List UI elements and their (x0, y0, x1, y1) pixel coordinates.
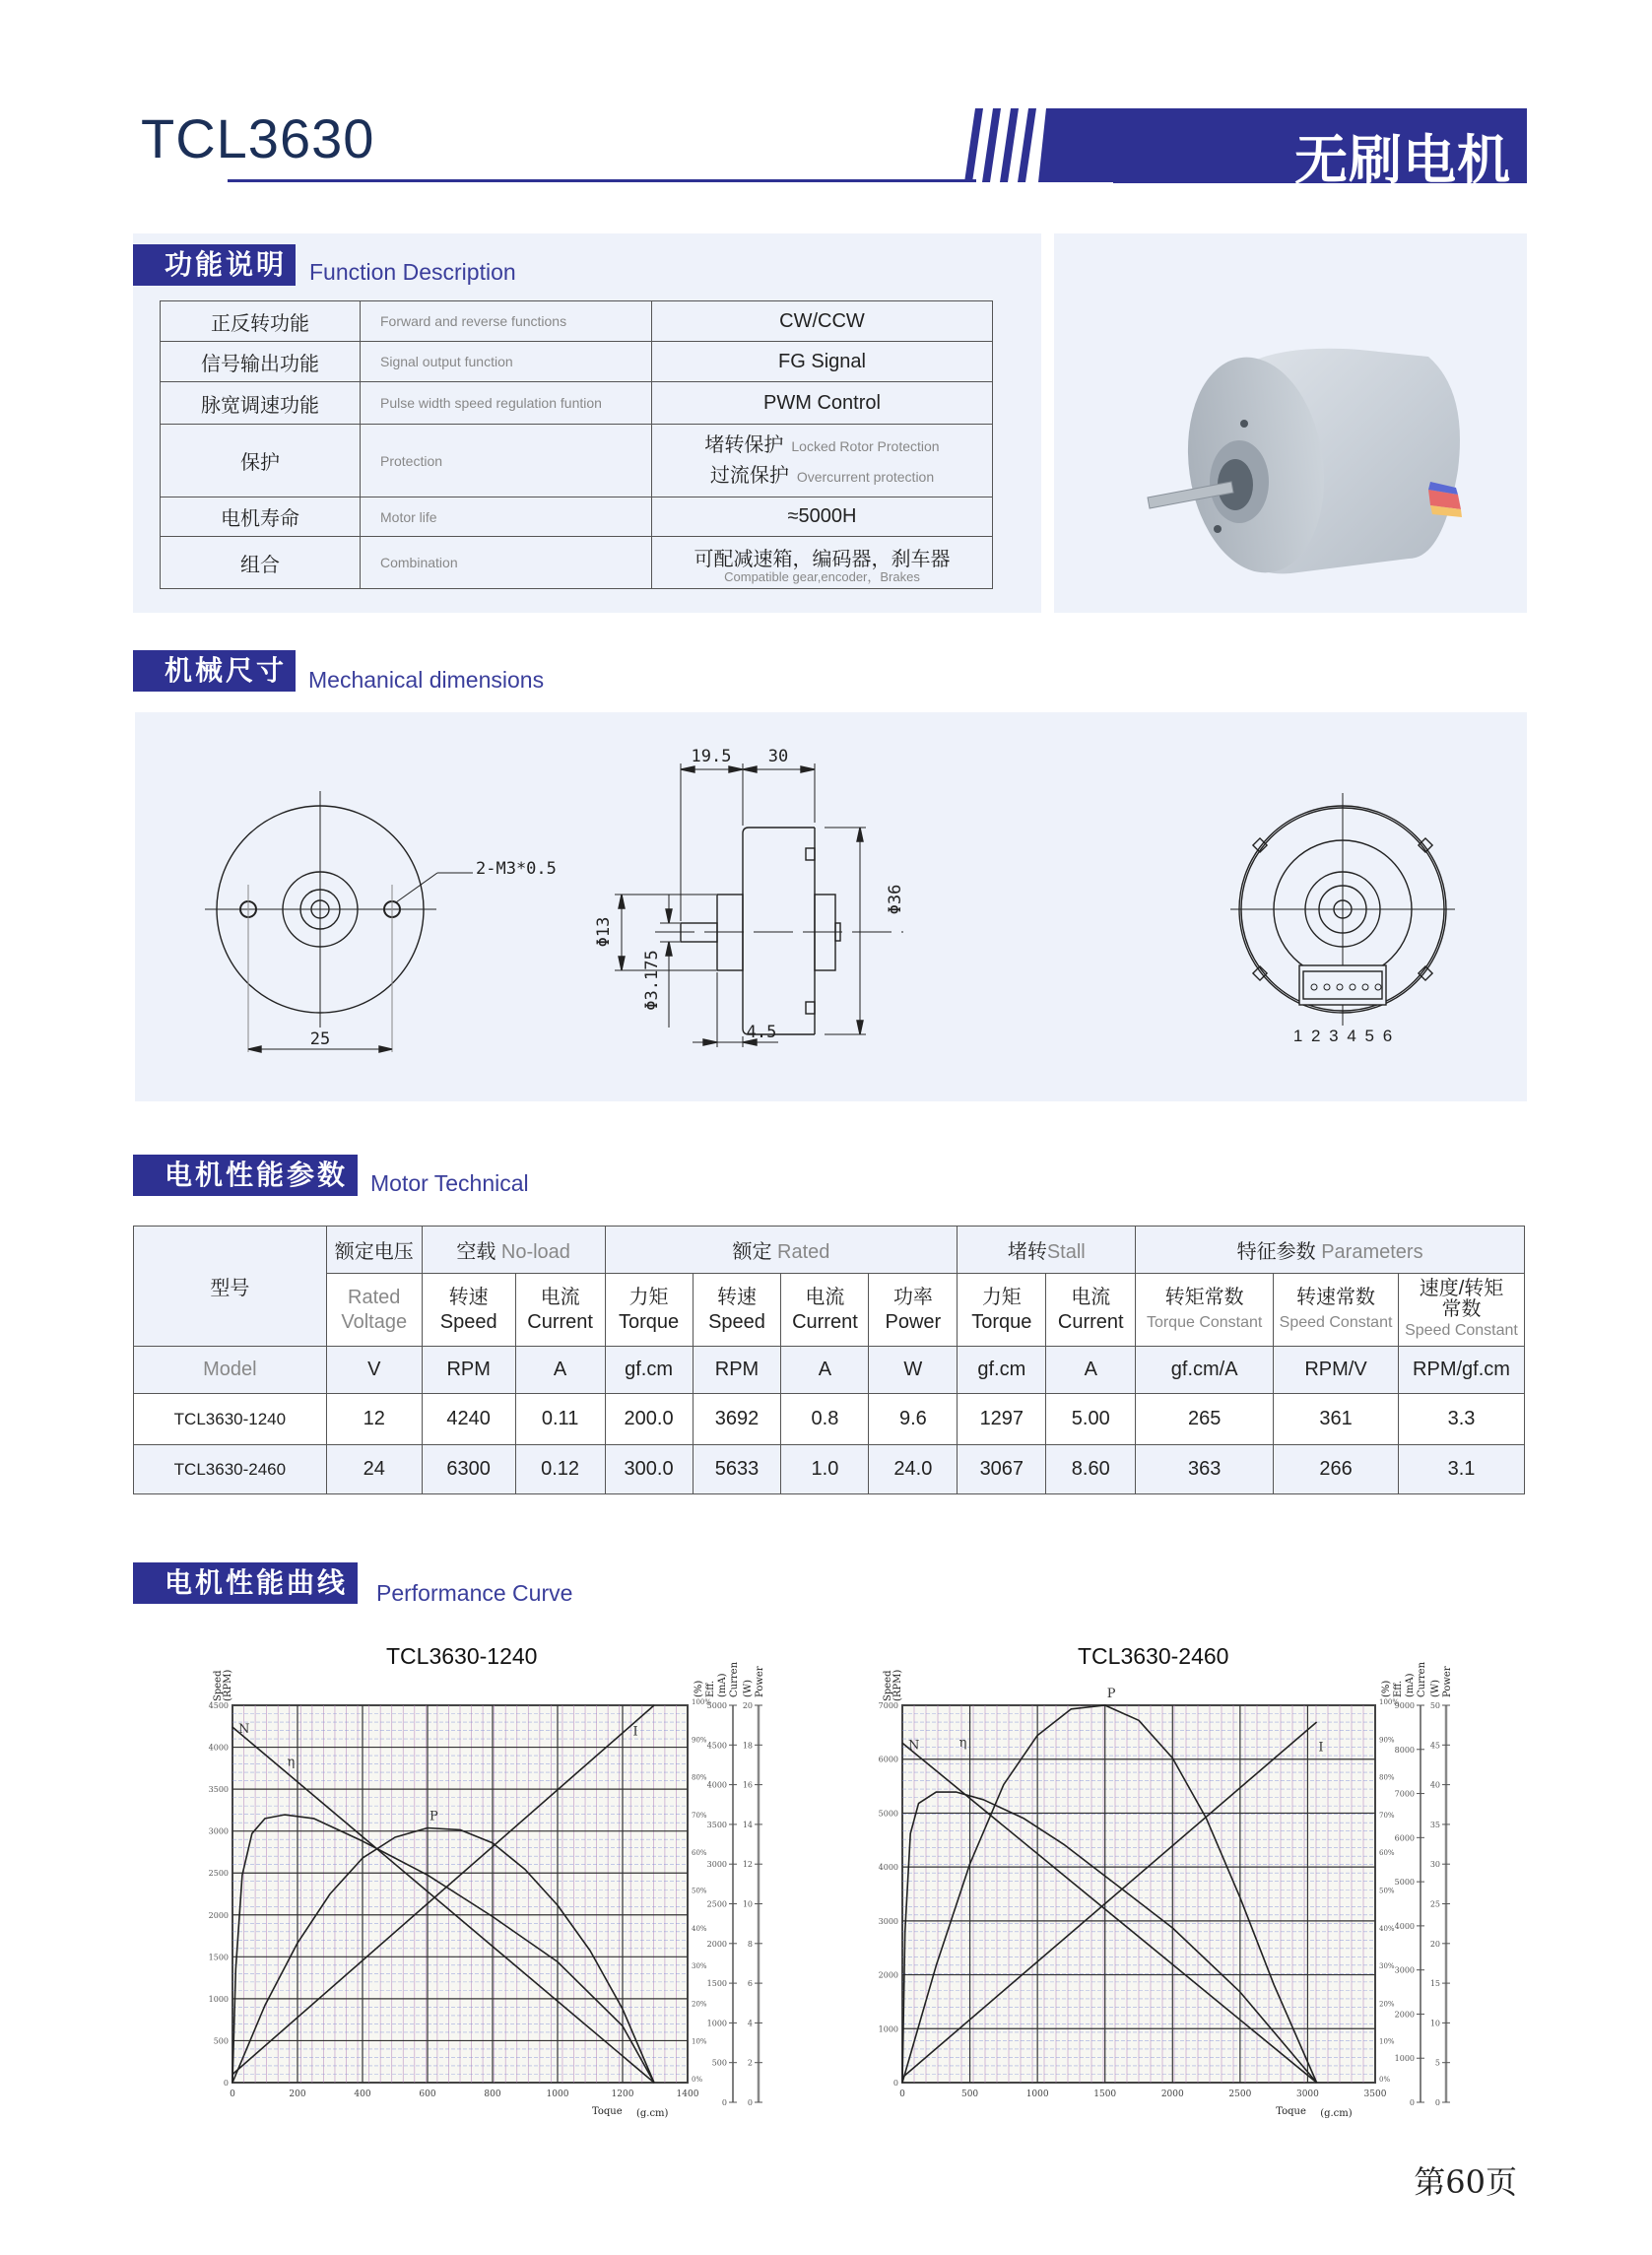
power-tick-label: 30 (1429, 1860, 1440, 1870)
value-cell: 5633 (693, 1445, 781, 1494)
table-row (161, 382, 993, 425)
dim-boss-len: 4.5 (746, 1023, 777, 1042)
eff-axis-unit: (%) (1381, 1680, 1392, 1697)
current-tick-label: 500 (711, 2058, 727, 2068)
function-value (652, 425, 993, 497)
mechanical-section-title: 机械尺寸 (133, 650, 296, 692)
function-cn: 电机寿命 (161, 497, 361, 537)
col-header: 转速 Speed (422, 1274, 515, 1347)
current-tick-label: 0 (721, 2098, 727, 2107)
x-tick-label: 0 (230, 2089, 235, 2099)
function-en: Forward and reverse functions (361, 301, 652, 342)
power-tick-label: 20 (1429, 1939, 1440, 1949)
current-tick-label: 6000 (1394, 1833, 1415, 1843)
power-tick-label: 8 (747, 1939, 753, 1949)
y-tick-label: 2000 (878, 1970, 898, 1980)
table-row (161, 342, 993, 382)
function-table (160, 300, 993, 589)
y-axis-title: Speed (883, 1670, 893, 1701)
model-header-cn: 型号 (134, 1227, 327, 1347)
y-tick-label: 4000 (208, 1743, 229, 1753)
current-axis-title: Curren (1417, 1661, 1427, 1697)
mechanical-section-subtitle: Mechanical dimensions (308, 667, 545, 693)
eff-tick-label: 0% (692, 2076, 703, 2084)
eff-tick-label: 80% (1379, 1773, 1395, 1782)
front-view (205, 791, 473, 1052)
y-tick-label: 2500 (208, 1869, 229, 1879)
current-tick-label: 5000 (1394, 1878, 1415, 1888)
function-cn: 组合 (161, 537, 361, 589)
current-tick-label: 7000 (1394, 1789, 1415, 1799)
motor-photo (1054, 233, 1527, 613)
x-tick-label: 600 (419, 2089, 436, 2099)
value-cell: 265 (1136, 1394, 1274, 1445)
table-header-row (134, 1227, 1525, 1274)
current-tick-label: 5000 (706, 1701, 727, 1710)
technical-section-title: 电机性能参数 (133, 1155, 358, 1196)
power-tick-label: 6 (747, 1979, 753, 1989)
performance-chart-1240 (197, 1660, 788, 2119)
dim-shaft-length: 19.5 (691, 747, 732, 766)
function-en: Pulse width speed regulation funtion (361, 382, 652, 425)
col-header: 力矩 Torque (958, 1274, 1046, 1347)
col-header: 电流 Current (781, 1274, 869, 1347)
protection-cn: 过流保护 (709, 464, 789, 487)
function-en: Combination (361, 537, 652, 589)
current-tick-label: 1000 (706, 2019, 727, 2028)
eff-tick-label: 50% (1379, 1887, 1395, 1895)
protection-en: Locked Rotor Protection (791, 437, 940, 454)
function-en: Motor life (361, 497, 652, 537)
group-rated: 额定 Rated (605, 1227, 958, 1274)
combination-cn: 可配减速箱，编码器，刹车器 (694, 548, 951, 570)
y-tick-label: 7000 (878, 1701, 898, 1710)
y-tick-label: 500 (213, 2036, 229, 2046)
y-axis-unit: (RPM) (223, 1669, 233, 1701)
value-cell: 0.11 (515, 1394, 605, 1445)
curve-label-power: P (1106, 1687, 1116, 1701)
value-cell: 3.3 (1398, 1394, 1524, 1445)
eff-axis-title: Eff. (705, 1680, 716, 1697)
y-tick-label: 4000 (878, 1863, 898, 1873)
eff-tick-label: 80% (692, 1773, 707, 1782)
unit-cell: RPM/V (1274, 1347, 1399, 1394)
y-tick-label: 3000 (208, 1826, 229, 1836)
power-tick-label: 50 (1429, 1701, 1440, 1710)
col-header: 转速 Speed (693, 1274, 781, 1347)
value-cell: 8.60 (1046, 1445, 1136, 1494)
curve-label-speed: N (908, 1738, 920, 1754)
table-subheader-row (134, 1274, 1525, 1347)
group-params: 特征参数 Parameters (1136, 1227, 1525, 1274)
value-cell: 300.0 (605, 1445, 693, 1494)
value-cell: 361 (1274, 1394, 1399, 1445)
dim-boss-dia: Φ13 (594, 916, 614, 948)
current-axis-title: Curren (729, 1661, 740, 1697)
power-tick-label: 16 (742, 1780, 753, 1790)
value-cell: 3692 (693, 1394, 781, 1445)
curve-label-speed: N (238, 1722, 250, 1738)
table-row (161, 425, 993, 497)
eff-tick-label: 70% (1379, 1811, 1395, 1820)
model-cell: TCL3630-1240 (134, 1394, 327, 1445)
x-tick-label: 1000 (1025, 2089, 1049, 2099)
y-tick-label: 0 (892, 2079, 898, 2088)
eff-tick-label: 20% (692, 2000, 707, 2009)
table-row (134, 1445, 1525, 1494)
current-tick-label: 3000 (706, 1860, 727, 1870)
curve-label-current: I (632, 1724, 638, 1740)
grid (902, 1705, 1375, 2083)
current-tick-label: 2500 (706, 1899, 727, 1909)
power-axis-title: Power (1442, 1666, 1453, 1697)
x-tick-label: 3000 (1295, 2089, 1319, 2099)
unit-cell: RPM (693, 1347, 781, 1394)
unit-cell: gf.cm/A (1136, 1347, 1274, 1394)
col-header: 电流 Current (515, 1274, 605, 1347)
table-row (161, 301, 993, 342)
unit-cell: V (326, 1347, 422, 1394)
power-tick-label: 0 (747, 2098, 753, 2107)
category-banner (1113, 108, 1527, 190)
function-en: Signal output function (361, 342, 652, 382)
eff-tick-label: 0% (1379, 2076, 1391, 2084)
combination-en: Compatible gear,encoder，Brakes (724, 568, 920, 584)
dim-shaft-dia: Φ3.175 (642, 950, 662, 1011)
col-header: 功率 Power (869, 1274, 958, 1347)
rear-view (1230, 793, 1455, 1026)
value-cell: 0.12 (515, 1445, 605, 1494)
unit-cell: gf.cm (958, 1347, 1046, 1394)
dim-body-length: 30 (767, 747, 789, 766)
group-noload: 空载 No-load (422, 1227, 605, 1274)
y-tick-label: 5000 (878, 1809, 898, 1819)
power-tick-label: 10 (1429, 2019, 1440, 2028)
current-tick-label: 2000 (706, 1939, 727, 1949)
value-cell: 12 (326, 1394, 422, 1445)
eff-tick-label: 100% (1379, 1698, 1400, 1706)
technical-table (133, 1226, 1525, 1494)
curve-label-eff: η (287, 1755, 296, 1770)
current-tick-label: 3000 (1394, 1965, 1415, 1975)
function-value: CW/CCW (652, 301, 993, 342)
current-tick-label: 8000 (1394, 1745, 1415, 1755)
eff-tick-label: 70% (692, 1811, 707, 1820)
protection-en: Overcurrent protection (796, 468, 935, 485)
y-tick-label: 2000 (208, 1910, 229, 1920)
current-tick-label: 9000 (1394, 1701, 1415, 1710)
y-tick-label: 4500 (208, 1701, 229, 1710)
current-tick-label: 1000 (1394, 2054, 1415, 2064)
technical-section-subtitle: Motor Technical (370, 1170, 529, 1196)
table-row (134, 1394, 1525, 1445)
model-cell: TCL3630-2460 (134, 1445, 327, 1494)
power-tick-label: 0 (1434, 2098, 1440, 2107)
value-cell: 24.0 (869, 1445, 958, 1494)
current-tick-label: 4000 (1394, 1921, 1415, 1931)
value-cell: 1.0 (781, 1445, 869, 1494)
function-cn: 脉宽调速功能 (161, 382, 361, 425)
power-tick-label: 10 (742, 1899, 753, 1909)
x-tick-label: 3500 (1363, 2089, 1387, 2099)
value-cell: 5.00 (1046, 1394, 1136, 1445)
value-cell: 4240 (422, 1394, 515, 1445)
y-tick-label: 1000 (878, 2024, 898, 2034)
value-cell: 0.8 (781, 1394, 869, 1445)
curve-section-subtitle: Performance Curve (376, 1580, 573, 1606)
model-header-en: Model (134, 1347, 327, 1394)
table-row (161, 537, 993, 589)
dim-holes: 2-M3*0.5 (476, 859, 557, 879)
x-tick-label: 1200 (611, 2089, 634, 2099)
unit-cell: gf.cm (605, 1347, 693, 1394)
y-tick-label: 1500 (208, 1953, 229, 1962)
power-tick-label: 2 (747, 2058, 753, 2068)
power-axis-unit: (W) (1430, 1679, 1441, 1697)
value-cell: 1297 (958, 1394, 1046, 1445)
power-tick-label: 45 (1429, 1741, 1440, 1751)
eff-tick-label: 10% (692, 2037, 707, 2046)
eff-tick-label: 90% (1379, 1736, 1395, 1745)
eff-tick-label: 40% (1379, 1924, 1395, 1933)
col-header: Rated Voltage (326, 1274, 422, 1347)
eff-tick-label: 20% (1379, 2000, 1395, 2009)
y-tick-label: 3000 (878, 1916, 898, 1926)
current-tick-label: 2000 (1394, 2010, 1415, 2020)
protection-cn: 堵转保护 (704, 433, 784, 456)
power-tick-label: 25 (1429, 1899, 1440, 1909)
eff-axis-unit: (%) (694, 1680, 704, 1697)
protection-line (652, 431, 992, 461)
category-title: 无刷电机 (1294, 131, 1511, 190)
connector-pins: 1 2 3 4 5 6 (1292, 1027, 1393, 1045)
function-value: ≈5000H (652, 497, 993, 537)
curve-label-eff: η (958, 1736, 967, 1752)
function-section-title: 功能说明 (133, 244, 296, 286)
eff-tick-label: 60% (692, 1849, 707, 1858)
dim-hole-spacing: 25 (309, 1029, 331, 1049)
function-cn: 正反转功能 (161, 301, 361, 342)
unit-cell: A (515, 1347, 605, 1394)
current-tick-label: 1500 (706, 1979, 727, 1989)
group-stall: 堵转Stall (958, 1227, 1136, 1274)
current-axis-unit: (mA) (717, 1673, 728, 1697)
y-axis-title: Speed (213, 1670, 224, 1701)
eff-tick-label: 50% (692, 1887, 707, 1895)
function-cn: 保护 (161, 425, 361, 497)
grid (232, 1705, 688, 2083)
eff-tick-label: 30% (1379, 1962, 1395, 1971)
x-tick-label: 200 (289, 2089, 306, 2099)
header-rule (228, 179, 976, 182)
col-header: 转矩常数 Torque Constant (1136, 1274, 1274, 1347)
y-tick-label: 1000 (208, 1994, 229, 2004)
x-tick-label: 400 (354, 2089, 371, 2099)
performance-chart-2460 (867, 1660, 1478, 2119)
curve-section-title: 电机性能曲线 (133, 1562, 358, 1604)
power-axis-title: Power (755, 1666, 765, 1697)
power-tick-label: 12 (742, 1860, 753, 1870)
x-tick-label: 2000 (1160, 2089, 1184, 2099)
x-axis-title: Toque (1276, 2106, 1306, 2117)
power-tick-label: 15 (1429, 1979, 1440, 1989)
col-header: 转速常数 Speed Constant (1274, 1274, 1399, 1347)
group-voltage: 额定电压 (326, 1227, 422, 1274)
value-cell: 3067 (958, 1445, 1046, 1494)
eff-tick-label: 100% (692, 1698, 712, 1706)
value-cell: 363 (1136, 1445, 1274, 1494)
dim-body-dia: Φ36 (886, 884, 905, 915)
eff-tick-label: 30% (692, 1962, 707, 1971)
power-tick-label: 5 (1434, 2058, 1440, 2068)
y-tick-label: 3500 (208, 1785, 229, 1795)
y-tick-label: 0 (223, 2079, 229, 2088)
x-tick-label: 500 (960, 2089, 979, 2099)
x-axis-title: Toque (591, 2106, 623, 2117)
y-tick-label: 6000 (878, 1755, 898, 1764)
x-tick-label: 1400 (676, 2089, 699, 2099)
chart-title: TCL3630-2460 (1078, 1643, 1229, 1669)
power-tick-label: 35 (1429, 1820, 1440, 1829)
current-axis-unit: (mA) (1405, 1673, 1416, 1697)
unit-cell: RPM/gf.cm (1398, 1347, 1524, 1394)
mechanical-drawing (135, 712, 1527, 1101)
units-row (134, 1347, 1525, 1394)
x-tick-label: 0 (899, 2089, 905, 2099)
current-tick-label: 4000 (706, 1780, 727, 1790)
function-cn: 信号输出功能 (161, 342, 361, 382)
function-value (652, 537, 993, 589)
col-header: 力矩 Torque (605, 1274, 693, 1347)
value-cell: 9.6 (869, 1394, 958, 1445)
curve-label-current: I (1318, 1740, 1324, 1756)
x-tick-label: 1500 (1093, 2089, 1117, 2099)
eff-tick-label: 40% (692, 1924, 707, 1933)
x-axis-unit: (g.cm) (1320, 2108, 1353, 2119)
table-row (161, 497, 993, 537)
power-tick-label: 4 (747, 2019, 753, 2028)
eff-tick-label: 10% (1379, 2037, 1395, 2046)
unit-cell: A (781, 1347, 869, 1394)
value-cell: 6300 (422, 1445, 515, 1494)
protection-line (652, 461, 992, 492)
x-tick-label: 1000 (546, 2089, 569, 2099)
eff-axis-title: Eff. (1393, 1680, 1404, 1697)
value-cell: 200.0 (605, 1394, 693, 1445)
col-header: 电流 Current (1046, 1274, 1136, 1347)
power-tick-label: 20 (742, 1701, 753, 1710)
page-number: 第60页 (1414, 2163, 1517, 2201)
value-cell: 24 (326, 1445, 422, 1494)
unit-cell: A (1046, 1347, 1136, 1394)
x-axis-unit: (g.cm) (635, 2108, 669, 2119)
eff-tick-label: 60% (1379, 1849, 1395, 1858)
unit-cell: RPM (422, 1347, 515, 1394)
y-axis-unit: (RPM) (892, 1669, 903, 1701)
power-tick-label: 14 (742, 1820, 753, 1829)
curve-label-power: P (430, 1809, 438, 1824)
chart-title: TCL3630-1240 (386, 1643, 538, 1669)
value-cell: 3.1 (1398, 1445, 1524, 1494)
value-cell: 266 (1274, 1445, 1399, 1494)
model-title: TCL3630 (141, 107, 375, 169)
function-en: Protection (361, 425, 652, 497)
current-tick-label: 4500 (706, 1741, 727, 1751)
power-tick-label: 18 (742, 1741, 753, 1751)
eff-tick-label: 90% (692, 1736, 707, 1745)
function-value: FG Signal (652, 342, 993, 382)
x-tick-label: 2500 (1228, 2089, 1252, 2099)
power-tick-label: 40 (1429, 1780, 1440, 1790)
function-value: PWM Control (652, 382, 993, 425)
power-axis-unit: (W) (743, 1679, 754, 1697)
function-section-subtitle: Function Description (309, 259, 516, 285)
unit-cell: W (869, 1347, 958, 1394)
current-tick-label: 3500 (706, 1820, 727, 1829)
col-header: 速度/转矩 常数 Speed Constant (1398, 1274, 1524, 1347)
x-tick-label: 800 (484, 2089, 501, 2099)
current-tick-label: 0 (1409, 2098, 1415, 2107)
